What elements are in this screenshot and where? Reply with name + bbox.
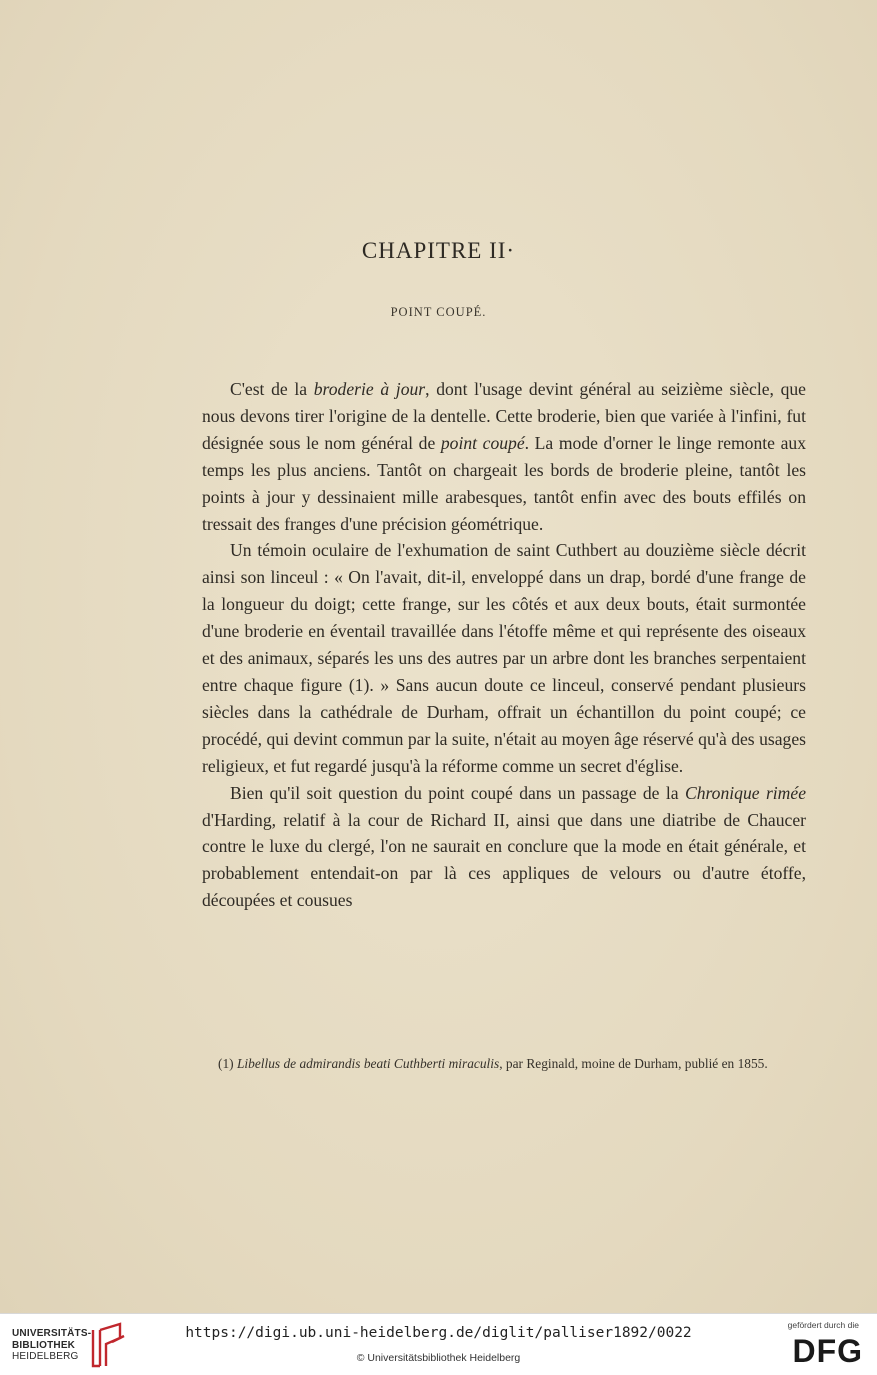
- footer-bar: [0, 1313, 877, 1375]
- paragraph-3-end: d'Harding, relatif à la cour de Richard II, ainsi que dans une diatribe de Chaucer contre le luxe du clergé, l'on ne saurait en conclure que la mode en était générale, et probablement entendait-on par là ces appliques de velours ou d'autre étoffe, découpées et cousues: [202, 809, 806, 911]
- emphasis-broderie-a-jour: broderie à jour: [313, 379, 426, 399]
- paragraph-1: [202, 376, 806, 537]
- dfg-logo[interactable]: DFG: [792, 1333, 863, 1369]
- footnote-title: Libellus de admirandis beati Cuthberti miraculis: [236, 1056, 500, 1071]
- footnote-marker: (1): [218, 1056, 237, 1071]
- paragraph-1-middle: , dont l'usage devint général au seizième siècle, que nous devons tirer l'origine de la dentelle. Cette broderie, bien que variée à l'infini, fut désignée sous le nom général de: [202, 379, 806, 453]
- chapter-title: CHAPITRE II·: [361, 238, 516, 263]
- ub-logo-line-2: BIBLIOTHEK: [12, 1339, 76, 1351]
- ub-logo-line-3: HEIDELBERG: [12, 1351, 79, 1362]
- paragraph-3: [202, 780, 806, 915]
- permalink-url[interactable]: https://digi.ub.uni-heidelberg.de/diglit/palliser1892/0022: [185, 1325, 692, 1341]
- emphasis-point-coupe: point coupé: [440, 432, 525, 453]
- paragraph-2: Un témoin oculaire de l'exhumation de saint Cuthbert au douzième siècle décrit ainsi son linceul : « On l'avait, dit-il, enveloppé dans un drap, bordé d'une frange de la longueur du doigt; cette frange, sur les côtés et aux deux bouts, était surmontée d'une broderie en éventail travaillée dans l'étoffe même et qui représente des oiseaux et des animaux, séparés les uns des autres par un arbre dont les branches serpentaient entre chaque figure (1). » Sans aucun doute ce linceul, conservé pendant plusieurs siècles dans la cathédrale de Durham, offrait un échantillon du point coupé; ce procédé, qui devint commun par la suite, n'était au moyen âge réservé qu'à des usages religieux, et fut regardé jusqu'à la réforme comme un secret d'église.: [202, 540, 806, 776]
- copyright-text: © Universitätsbibliothek Heidelberg: [356, 1352, 521, 1364]
- footnote: [202, 1054, 806, 1074]
- chapter-subtitle: POINT COUPÉ.: [390, 305, 487, 319]
- emphasis-chronique-rimee: Chronique rimée: [684, 782, 806, 803]
- footnote-text: , par Reginald, moine de Durham, publié en 1855.: [499, 1056, 768, 1071]
- paragraph-3-start: Bien qu'il soit question du point coupé dans un passage de la: [230, 782, 685, 803]
- dfg-caption: gefördert durch die: [787, 1320, 859, 1330]
- ub-logo-line-1: UNIVERSITÄTS-: [12, 1328, 92, 1339]
- body-text: [202, 376, 806, 914]
- paragraph-1-start: C'est de la: [230, 379, 314, 399]
- paragraph-1-end: . La mode d'orner le linge remonte aux temps les plus anciens. Tantôt on chargeait les bords de broderie pleine, tantôt les points à jour y dessinaient mille arabesques, tantôt enfin avec des bouts effilés on tressait des franges d'une précision géométrique.: [202, 432, 806, 534]
